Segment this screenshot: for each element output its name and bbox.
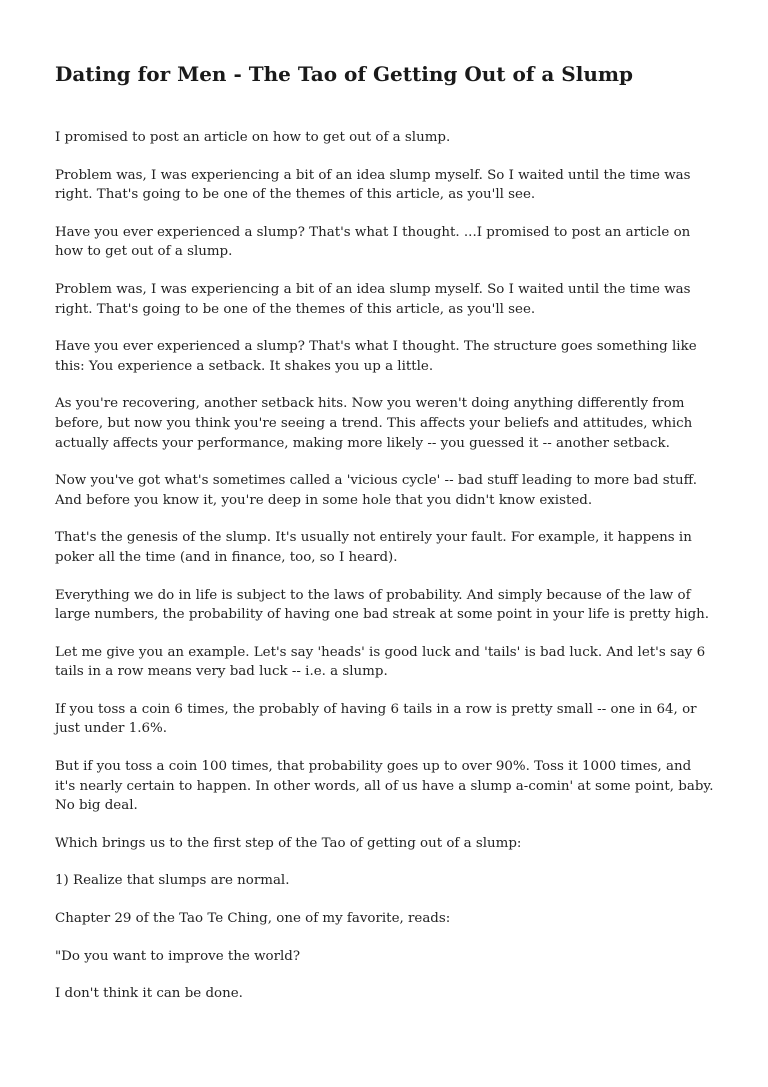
- document-body: [55, 128, 715, 1004]
- paragraph: Now you've got what's sometimes called a 'vicious cycle' -- bad stuff leading to more bad stuff. And before you know it, you're deep in some hole that you didn't know existed.: [55, 473, 697, 508]
- paragraph: If you toss a coin 6 times, the probably of having 6 tails in a row is pretty small -- one in 64, or just under 1.6%.: [55, 701, 697, 737]
- paragraph: I promised to post an article on how to get out of a slump.: [55, 130, 451, 145]
- paragraph: Which brings us to the first step of the Tao of getting out of a slump:: [55, 835, 522, 851]
- paragraph: Problem was, I was experiencing a bit of an idea slump myself. So I waited until the time was right. That's going to be one of the themes of this article, as you'll see.: [55, 167, 691, 203]
- paragraph: But if you toss a coin 100 times, that probability goes up to over 90%. Toss it 1000 times, and it's nearly certain to happen. In other words, all of us have a slump a-comin' at some point, baby. No big deal.: [55, 759, 714, 814]
- paragraph: That's the genesis of the slump. It's usually not entirely your fault. For example, it happens in poker all the time (and in finance, too, so I heard).: [55, 530, 692, 565]
- paragraph: Have you ever experienced a slump? That's what I thought. ...I promised to post an article on how to get out of a slump.: [55, 224, 691, 260]
- paragraph: 1) Realize that slumps are normal.: [55, 873, 290, 889]
- paragraph: Problem was, I was experiencing a bit of an idea slump myself. So I waited until the time was right. That's going to be one of the themes of this article, as you'll see.: [55, 281, 691, 317]
- paragraph: Have you ever experienced a slump? That's what I thought. The structure goes something like this: You experience a setback. It shakes you up a little.: [55, 339, 697, 374]
- paragraph: Chapter 29 of the Tao Te Ching, one of my favorite, reads:: [55, 911, 451, 927]
- paragraph: I don't think it can be done.: [55, 986, 243, 1002]
- paragraph: "Do you want to improve the world?: [55, 948, 301, 964]
- document-page: [55, 58, 715, 1022]
- paragraph: Everything we do in life is subject to the laws of probability. And simply because of the law of large numbers, the probability of having one bad streak at some point in your life is pretty high.: [55, 587, 710, 623]
- document-title: Dating for Men - The Tao of Getting Out of a Slump: [55, 62, 634, 86]
- paragraph: Let me give you an example. Let's say 'heads' is good luck and 'tails' is bad luck. And let's say 6 tails in a row means very bad luck -- i.e. a slump.: [55, 644, 706, 680]
- paragraph: As you're recovering, another setback hits. Now you weren't doing anything differently from before, but now you think you're seeing a trend. This affects your beliefs and attitudes, which actually affects your performance, making more likely -- you guessed it -- another setback.: [55, 396, 693, 451]
